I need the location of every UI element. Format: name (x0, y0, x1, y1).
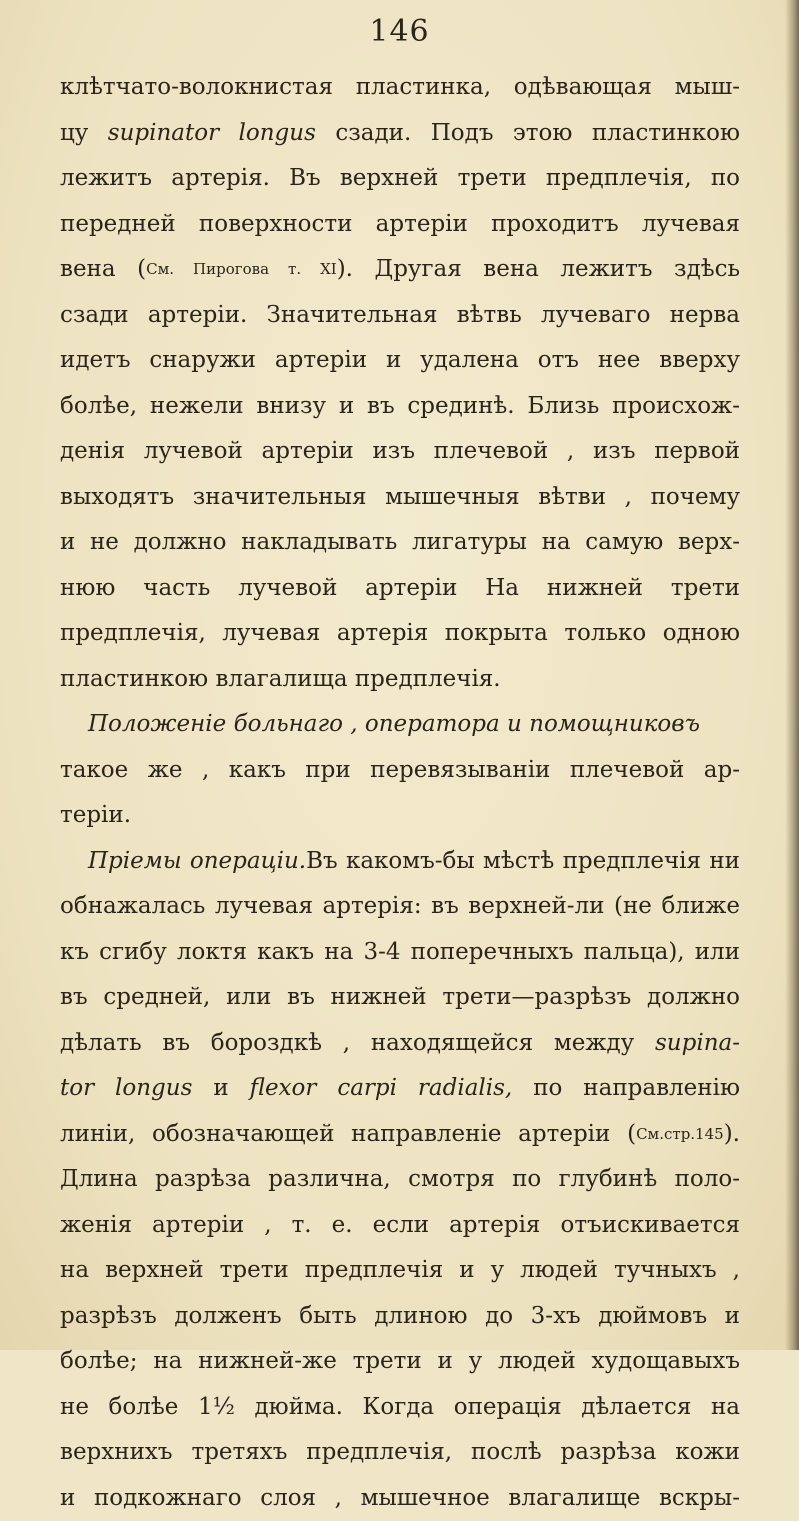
text-line (60, 429, 740, 475)
text-line (60, 338, 740, 384)
text-line (60, 247, 740, 293)
reference-span: См.стр.145 (636, 1125, 724, 1143)
text-span: ). (724, 1121, 740, 1147)
text-line (60, 839, 740, 885)
italic-span: Положеніе больнаго , оператора и помощниковъ (88, 711, 700, 737)
text-span: женія артеріи , т. е. если артерія отъискивается (60, 1212, 740, 1238)
text-span: пластинкою влагалища предплечія. (60, 666, 501, 692)
text-line (60, 611, 740, 657)
text-line (60, 111, 740, 157)
text-span: клѣтчато-волокнистая пластинка, одѣвающая мыш- (60, 74, 740, 100)
text-line (60, 1385, 740, 1431)
text-span: и (192, 1075, 249, 1101)
text-line (60, 1248, 740, 1294)
text-span: выходятъ значительныя мышечныя вѣтви , почему (60, 484, 740, 510)
text-span: передней поверхности артеріи проходитъ лучевая (60, 211, 740, 237)
text-span: и не должно накладывать лигатуры на самую верх- (60, 529, 740, 555)
body-text (60, 65, 740, 1521)
text-span: такое же , какъ при перевязываніи плечевой ар- (60, 757, 740, 783)
text-line (60, 793, 740, 839)
text-span: вена ( (60, 256, 146, 282)
text-line (60, 884, 740, 930)
text-span: сзади. Подъ этою пластинкою (316, 120, 740, 146)
text-line (60, 1203, 740, 1249)
italic-span: supina- (655, 1030, 740, 1056)
text-line (60, 475, 740, 521)
text-line (60, 520, 740, 566)
italic-span: flexor carpi radialis, (250, 1075, 513, 1101)
page-number: 146 (0, 14, 799, 49)
text-line (60, 566, 740, 612)
text-span: предплечія, лучевая артерія покрыта только одною (60, 620, 740, 646)
reference-span: См. Пирогова т. XI (146, 260, 337, 278)
text-span: къ сгибу локтя какъ на 3-4 поперечныхъ пальца), или (60, 939, 740, 965)
text-span: въ средней, или въ нижней трети—разрѣзъ должно (60, 984, 740, 1010)
text-span: верхнихъ третяхъ предплечія, послѣ разрѣза кожи (60, 1439, 740, 1465)
text-line (60, 975, 740, 1021)
text-span: нюю часть лучевой артеріи На нижней трети (60, 575, 740, 601)
italic-span: supinator longus (108, 120, 316, 146)
page-edge-shadow (785, 0, 799, 1350)
text-line (60, 1430, 740, 1476)
text-line (60, 1066, 740, 1112)
text-span: болѣе; на нижней-же трети и у людей худощавыхъ (60, 1348, 740, 1374)
text-span: обнажалась лучевая артерія: въ верхней-ли (не ближе (60, 893, 740, 919)
text-line (60, 1021, 740, 1067)
text-line (60, 202, 740, 248)
italic-span: Пріемы операціи. (88, 848, 306, 874)
text-line (60, 1339, 740, 1385)
text-span: разрѣзъ долженъ быть длиною до 3-хъ дюймовъ и (60, 1303, 740, 1329)
text-span: цу (60, 120, 108, 146)
text-line (60, 384, 740, 430)
text-line (60, 1112, 740, 1158)
text-line (60, 748, 740, 794)
text-line (60, 702, 740, 748)
text-span: не болѣе 1½ дюйма. Когда операція дѣлается на (60, 1394, 740, 1420)
text-line (60, 930, 740, 976)
text-line (60, 1157, 740, 1203)
text-line (60, 156, 740, 202)
text-line (60, 657, 740, 703)
text-span: теріи. (60, 802, 131, 828)
text-span: Въ какомъ-бы мѣстѣ предплечія ни (306, 848, 740, 874)
text-span: денія лучевой артеріи изъ плечевой , изъ первой (60, 438, 740, 464)
text-line (60, 1476, 740, 1521)
text-span: линіи, обозначающей направленіе артеріи ( (60, 1121, 636, 1147)
text-span: по направленію (512, 1075, 740, 1101)
text-span: сзади артеріи. Значительная вѣтвь лучеваго нерва (60, 302, 740, 328)
text-span: болѣе, нежели внизу и въ срединѣ. Близь происхож- (60, 393, 740, 419)
text-line (60, 293, 740, 339)
text-span: Длина разрѣза различна, смотря по глубинѣ поло- (60, 1166, 740, 1192)
text-line (60, 1294, 740, 1340)
text-span: на верхней трети предплечія и у людей тучныхъ , (60, 1257, 740, 1283)
text-span: идетъ снаружи артеріи и удалена отъ нее вверху (60, 347, 740, 373)
text-line (60, 65, 740, 111)
text-span: лежитъ артерія. Въ верхней трети предплечія, по (60, 165, 740, 191)
text-span: дѣлать въ бороздкѣ , находящейся между (60, 1030, 655, 1056)
text-span: ). Другая вена лежитъ здѣсь (337, 256, 740, 282)
text-span: и подкожнаго слоя , мышечное влагалище вскры- (60, 1485, 740, 1511)
italic-span: tor longus (60, 1075, 192, 1101)
